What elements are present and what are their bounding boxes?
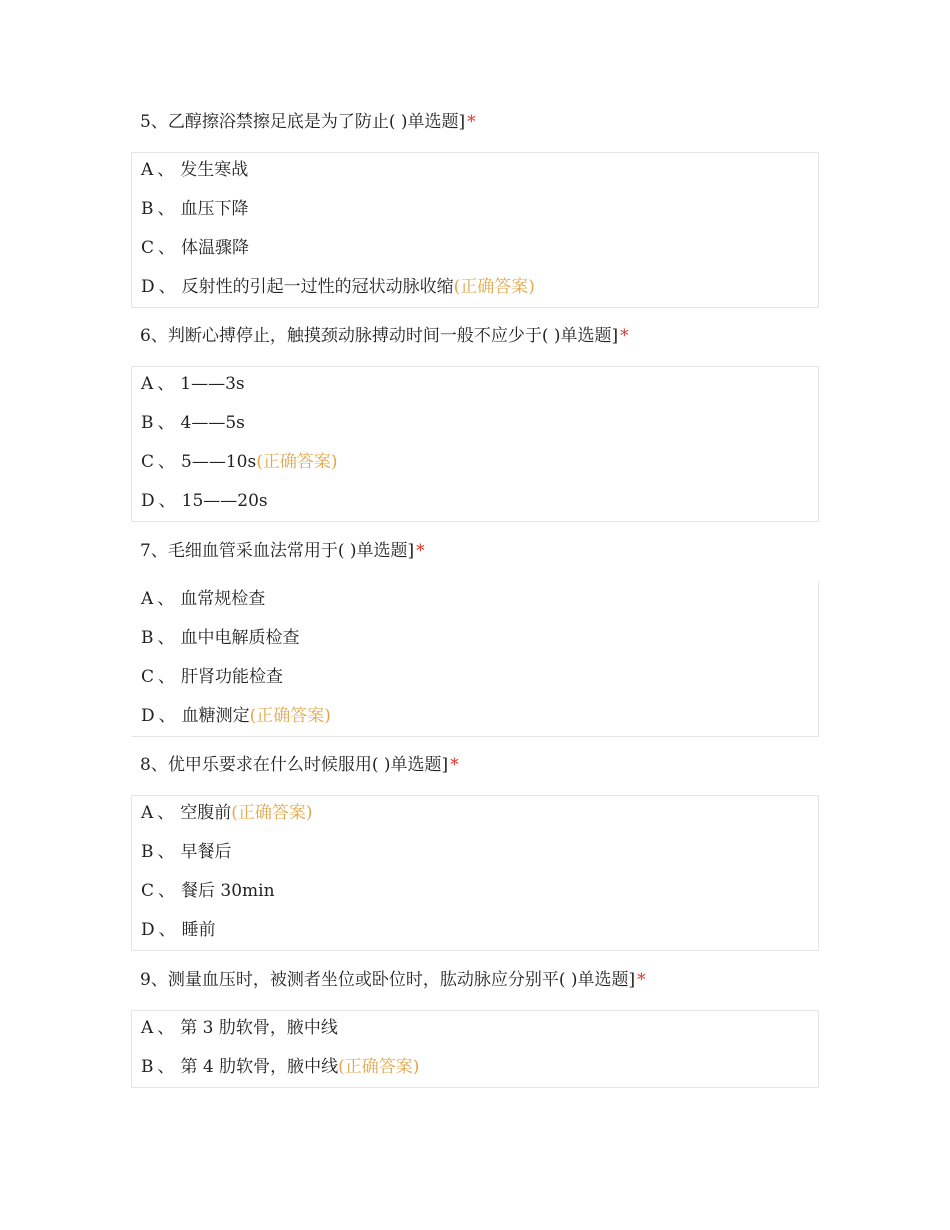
option-text: 血糖测定: [181, 706, 250, 726]
question-8: [131, 751, 819, 951]
question-text: 7、毛细血管采血法常用于( )单选题]: [140, 541, 415, 561]
question-title: [131, 751, 819, 779]
correct-answer-label: (正确答案): [453, 277, 535, 297]
option-text: 15——20s: [181, 491, 268, 511]
option-text: 5——10s: [181, 452, 257, 472]
option-c[interactable]: [132, 233, 818, 272]
question-title: [131, 537, 819, 565]
option-a[interactable]: [132, 369, 818, 408]
option-c[interactable]: [132, 447, 818, 486]
question-text: 8、优甲乐要求在什么时候服用( )单选题]: [140, 755, 449, 775]
option-letter: B: [141, 199, 154, 219]
option-separator: 、: [157, 413, 175, 433]
option-separator: 、: [158, 706, 176, 726]
option-letter: A: [141, 1018, 154, 1038]
question-title: [131, 322, 819, 350]
option-letter: A: [141, 374, 154, 394]
option-separator: 、: [157, 199, 175, 219]
option-b[interactable]: [132, 408, 818, 447]
correct-answer-label: (正确答案): [256, 452, 338, 472]
option-letter: B: [141, 628, 154, 648]
option-text: 1——3s: [180, 374, 245, 394]
required-star: *: [416, 541, 425, 561]
option-b[interactable]: [132, 623, 818, 662]
option-text: 空腹前: [180, 803, 232, 823]
option-b[interactable]: [132, 194, 818, 233]
option-list: [131, 581, 819, 737]
correct-answer-label: (正确答案): [231, 803, 313, 823]
option-list: [131, 795, 819, 951]
option-letter: C: [141, 238, 155, 258]
required-star: *: [637, 970, 646, 990]
question-7: [131, 537, 819, 737]
option-letter: D: [141, 277, 155, 297]
option-separator: 、: [157, 160, 175, 180]
option-text: 第 4 肋软骨，腋中线: [180, 1057, 339, 1077]
option-text: 血常规检查: [180, 589, 266, 609]
option-text: 反射性的引起一过性的冠状动脉收缩: [181, 277, 454, 297]
option-text: 4——5s: [180, 413, 245, 433]
option-separator: 、: [158, 238, 176, 258]
option-text: 发生寒战: [180, 160, 249, 180]
option-separator: 、: [157, 842, 175, 862]
option-separator: 、: [158, 920, 176, 940]
option-separator: 、: [157, 628, 175, 648]
option-letter: B: [141, 1057, 154, 1077]
option-text: 血压下降: [180, 199, 249, 219]
option-letter: A: [141, 803, 154, 823]
option-separator: 、: [158, 881, 176, 901]
option-d[interactable]: [132, 486, 818, 525]
option-separator: 、: [158, 452, 176, 472]
option-letter: D: [141, 706, 155, 726]
question-text: 5、乙醇擦浴禁擦足底是为了防止( )单选题]: [140, 112, 466, 132]
option-letter: C: [141, 667, 155, 687]
option-text: 体温骤降: [181, 238, 250, 258]
correct-answer-label: (正确答案): [338, 1057, 420, 1077]
option-d[interactable]: [132, 701, 818, 740]
question-title: [131, 966, 819, 994]
question-text: 9、测量血压时，被测者坐位或卧位时，肱动脉应分别平( )单选题]: [140, 970, 636, 990]
option-letter: C: [141, 452, 155, 472]
option-separator: 、: [158, 667, 176, 687]
option-letter: D: [141, 491, 155, 511]
option-letter: B: [141, 842, 154, 862]
option-b[interactable]: [132, 1052, 818, 1091]
option-d[interactable]: [132, 915, 818, 954]
option-a[interactable]: [132, 798, 818, 837]
option-list: [131, 1010, 819, 1088]
option-separator: 、: [158, 277, 176, 297]
question-title: [131, 108, 819, 136]
option-letter: B: [141, 413, 154, 433]
option-a[interactable]: [132, 1013, 818, 1052]
required-star: *: [450, 755, 459, 775]
option-separator: 、: [157, 1057, 175, 1077]
option-a[interactable]: [132, 584, 818, 623]
option-c[interactable]: [132, 662, 818, 701]
option-letter: A: [141, 160, 154, 180]
required-star: *: [620, 326, 629, 346]
option-b[interactable]: [132, 837, 818, 876]
option-text: 肝肾功能检查: [181, 667, 284, 687]
option-d[interactable]: [132, 272, 818, 311]
question-text: 6、判断心搏停止，触摸颈动脉搏动时间一般不应少于( )单选题]: [140, 326, 619, 346]
option-c[interactable]: [132, 876, 818, 915]
option-separator: 、: [157, 589, 175, 609]
option-separator: 、: [157, 1018, 175, 1038]
option-letter: D: [141, 920, 155, 940]
option-separator: 、: [157, 803, 175, 823]
option-text: 早餐后: [180, 842, 232, 862]
question-6: [131, 322, 819, 522]
option-list: [131, 366, 819, 522]
question-5: [131, 108, 819, 308]
option-separator: 、: [158, 491, 176, 511]
required-star: *: [467, 112, 476, 132]
option-text: 第 3 肋软骨，腋中线: [180, 1018, 338, 1038]
correct-answer-label: (正确答案): [249, 706, 331, 726]
question-9: [131, 966, 819, 1088]
option-text: 睡前: [181, 920, 216, 940]
option-letter: A: [141, 589, 154, 609]
option-list: [131, 152, 819, 308]
option-letter: C: [141, 881, 155, 901]
option-a[interactable]: [132, 155, 818, 194]
option-text: 餐后 30min: [181, 881, 275, 901]
option-separator: 、: [157, 374, 175, 394]
option-text: 血中电解质检查: [180, 628, 300, 648]
